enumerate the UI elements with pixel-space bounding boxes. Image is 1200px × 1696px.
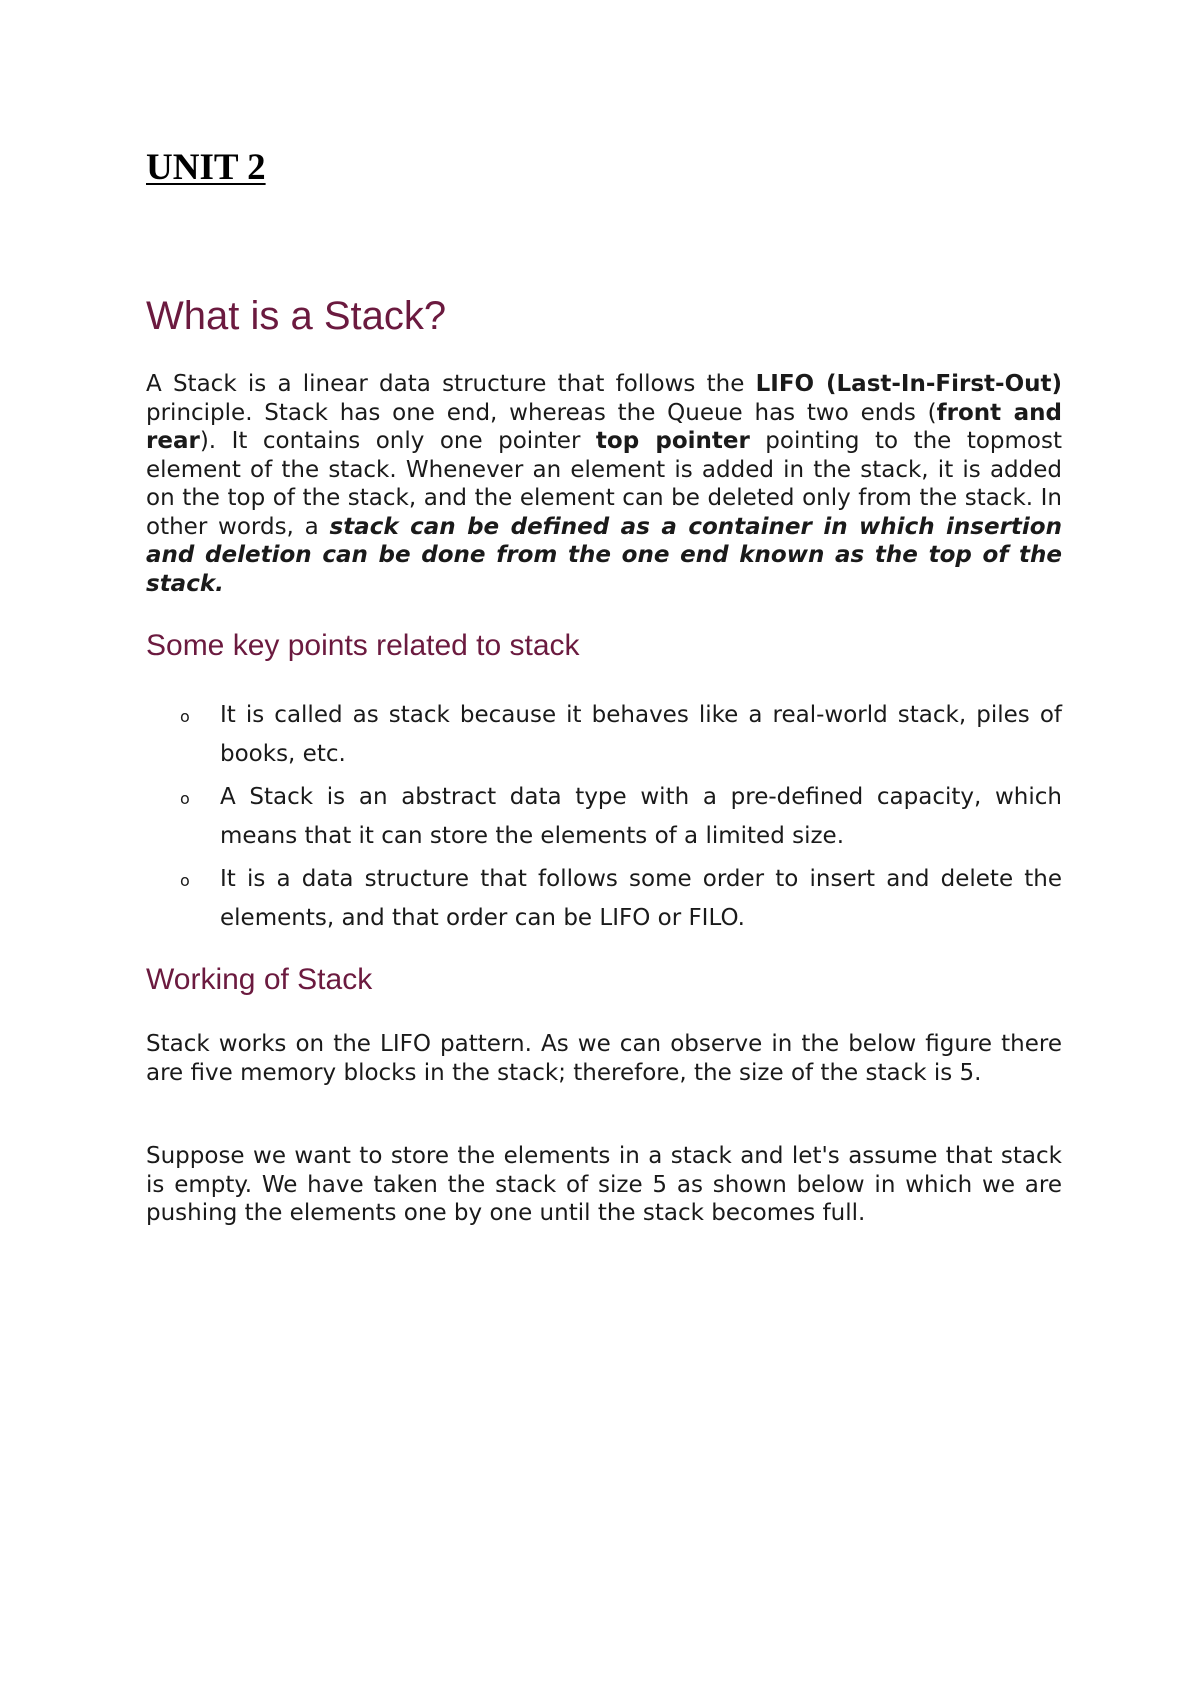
text-run: principle. Stack has one end, whereas the Queue has two ends (	[146, 399, 937, 426]
stack-definition-paragraph	[146, 370, 1062, 598]
text-run: A Stack is a linear data structure that follows the	[146, 371, 756, 397]
list-item-text: A Stack is an abstract data type with a pre-defined capacity, which means that it can store the elements of a limited size.	[220, 784, 1062, 849]
bold-run-lifo: LIFO (Last-In-First-Out)	[755, 371, 1063, 397]
bullet-circle-icon: o	[180, 789, 190, 808]
key-points-list	[146, 696, 1062, 942]
unit-title: UNIT 2	[146, 147, 266, 188]
list-item	[146, 778, 1062, 856]
text-run: pointing to the topmost element of the stack. Whenever an element is added in the stack, it is added on the top of the stack, and the element can be deleted only from the stack. In other words, a	[146, 428, 1062, 540]
bullet-circle-icon: o	[180, 707, 190, 726]
list-item-text: It is called as stack because it behaves like a real-world stack, piles of books, etc.	[220, 702, 1062, 767]
bold-italic-run-definition: stack can be defined as a container in which insertion and deletion can be done from the one end known as the top of the stack.	[146, 513, 1062, 597]
working-paragraph-2: Suppose we want to store the elements in a stack and let's assume that stack is empty. We have taken the stack of size 5 as shown below in which we are pushing the elements one by one until the stack becomes full.	[146, 1143, 1062, 1226]
section-heading-working-of-stack: Working of Stack	[146, 963, 373, 996]
working-paragraph-1: Stack works on the LIFO pattern. As we can observe in the below figure there are five memory blocks in the stack; therefore, the size of the stack is 5.	[146, 1031, 1062, 1086]
section-heading-key-points: Some key points related to stack	[146, 629, 580, 662]
list-item-text: It is a data structure that follows some order to insert and delete the elements, and that order can be LIFO or FILO.	[220, 866, 1062, 931]
section-heading-what-is-stack: What is a Stack?	[146, 294, 447, 338]
list-item	[146, 696, 1062, 774]
bold-run-top-pointer: top pointer	[595, 428, 750, 454]
text-run: ). It contains only one pointer	[199, 428, 596, 454]
bold-run-front-rear: front and rear	[146, 399, 1063, 454]
list-item	[146, 860, 1062, 938]
bullet-circle-icon: o	[180, 871, 190, 890]
